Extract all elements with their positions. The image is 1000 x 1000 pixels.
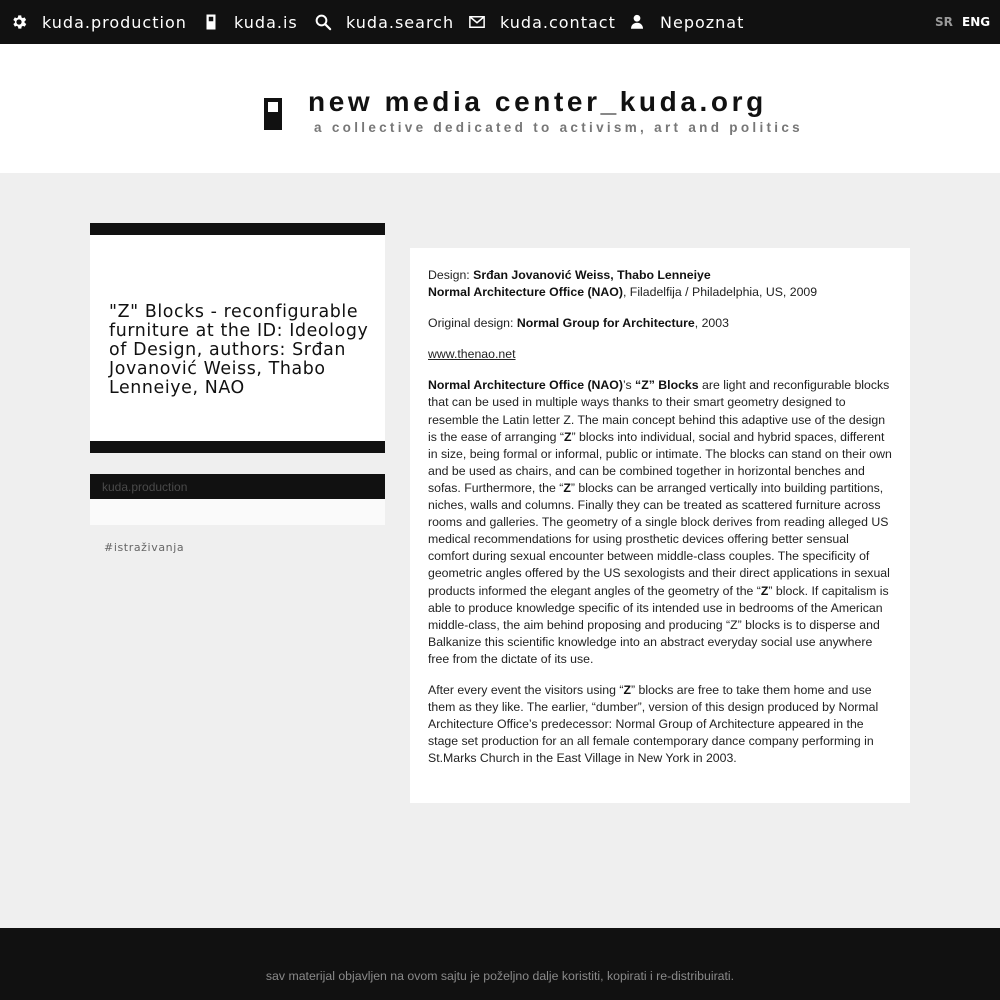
site-footer <box>0 928 1000 1000</box>
site-tagline: a collective dedicated to activism, art and politics <box>314 120 803 135</box>
design-label: Design: <box>428 268 474 282</box>
footer-text: sav materijal objavljen na ovom sajtu je poželjno dalje koristiti, kopirati i re-distribuirati. <box>265 969 735 983</box>
website-paragraph <box>428 346 892 363</box>
nav-item-user[interactable] <box>627 0 744 44</box>
language-eng-link[interactable]: ENG <box>962 15 991 29</box>
text-span: are light and reconfigurable blocks that can be used in multiple ways thanks to their smart geometry designed to resemble the Latin letter Z. The main concept behind this adaptive use of the design is the ease of arranging “ <box>428 378 890 444</box>
text-span: After every event the visitors using “ <box>428 682 624 697</box>
office-name: Normal Architecture Office (NAO) <box>428 285 623 300</box>
text-span: ” blocks into individual, social and hybrid spaces, different in size, being formal or informal, public or intimate. The blocks can stand on their own and be used as chairs, and can be combined together in horizontal benches and sofas. Furthermore, the “ <box>428 429 892 495</box>
original-design-paragraph <box>428 315 892 332</box>
text-span: ” blocks are free to take them home and use them as they like. The earlier, “dumber”, version of this design produced by Normal Architecture Office’s predecessor: Normal Group of Architecture appeared in the stage set production for an all female contemporary dance company performing in St.Marks Church in the East Village in New York in 2003. <box>428 682 879 766</box>
nav-item-kuda-is[interactable] <box>201 0 298 44</box>
nav-item-kuda-search[interactable] <box>313 0 454 44</box>
article-body <box>428 267 892 781</box>
site-logo-icon[interactable] <box>264 98 282 130</box>
event-paragraph <box>428 682 892 767</box>
nav-item-kuda-production[interactable] <box>9 0 187 44</box>
top-navigation-bar <box>0 0 1000 44</box>
description-paragraph <box>428 377 892 668</box>
nav-label: kuda.contact <box>500 12 616 32</box>
language-sr-link[interactable]: SR <box>935 15 953 29</box>
z-letter: Z <box>760 583 769 598</box>
text-span: ” block. If capitalism is able to produce knowledge specific of its intended use in bedrooms of the American middle-class, the aim behind proposing and producing “Z” blocks is to disperse and Balkanize this scientific knowledge into an abstract everyday social use anywhere free from the dictate of its use. <box>428 583 889 666</box>
designer-names: Srđan Jovanović Weiss, Thabo Lenneiye <box>473 268 711 282</box>
z-letter: Z <box>564 429 572 444</box>
logo-block-icon <box>201 12 221 32</box>
article-title-card <box>90 223 385 453</box>
text-span: ’s <box>622 378 636 393</box>
z-letter: Z <box>623 682 631 697</box>
nav-label: kuda.production <box>42 12 187 32</box>
search-icon <box>313 12 333 32</box>
site-header <box>0 44 1000 173</box>
office-location: , Filadelfija / Philadelphia, US, 2009 <box>622 285 818 300</box>
nav-label: kuda.is <box>234 12 298 32</box>
original-year: , 2003 <box>694 316 729 331</box>
article-title: "Z" Blocks - reconfigurable furniture at the ID: Ideology of Design, authors: Srđan Jovanović Weiss, Thabo Lenneiye, NAO <box>109 302 369 398</box>
category-box <box>90 474 385 525</box>
user-icon <box>627 12 647 32</box>
nav-item-kuda-contact[interactable] <box>467 0 616 44</box>
gear-icon <box>9 12 29 32</box>
original-label: Original design: <box>428 316 517 331</box>
category-bar <box>90 474 385 499</box>
tag-link[interactable]: #istraživanja <box>104 541 185 554</box>
article-content <box>410 248 910 803</box>
z-letter: Z <box>563 480 571 495</box>
office-name-lead: Normal Architecture Office (NAO) <box>428 378 623 393</box>
original-name: Normal Group for Architecture <box>516 316 695 331</box>
z-blocks-name: “Z” Blocks <box>635 378 699 393</box>
category-link[interactable]: kuda.production <box>102 480 188 494</box>
text-span: ” blocks can be arranged vertically into building partitions, niches, walls and columns. Finally they can be treated as scattered furniture across rooms and galleries. The geometry of a single block derives from reading alleged US medical recommendations for using prosthetic devices offering better sensual comfort during sexual encounter between middle-class couples. The specificity of geometric angles offered by the US sexologists and their direct applications in sexual products informed the elegant angles of the geometry of the “ <box>428 480 890 598</box>
credits-paragraph <box>428 267 892 301</box>
website-link[interactable]: www.thenao.net <box>428 347 516 362</box>
envelope-icon <box>467 12 487 32</box>
site-title[interactable]: new media center_kuda.org <box>308 86 767 117</box>
nav-label: kuda.search <box>346 12 455 32</box>
nav-label: Nepoznat <box>660 12 745 32</box>
